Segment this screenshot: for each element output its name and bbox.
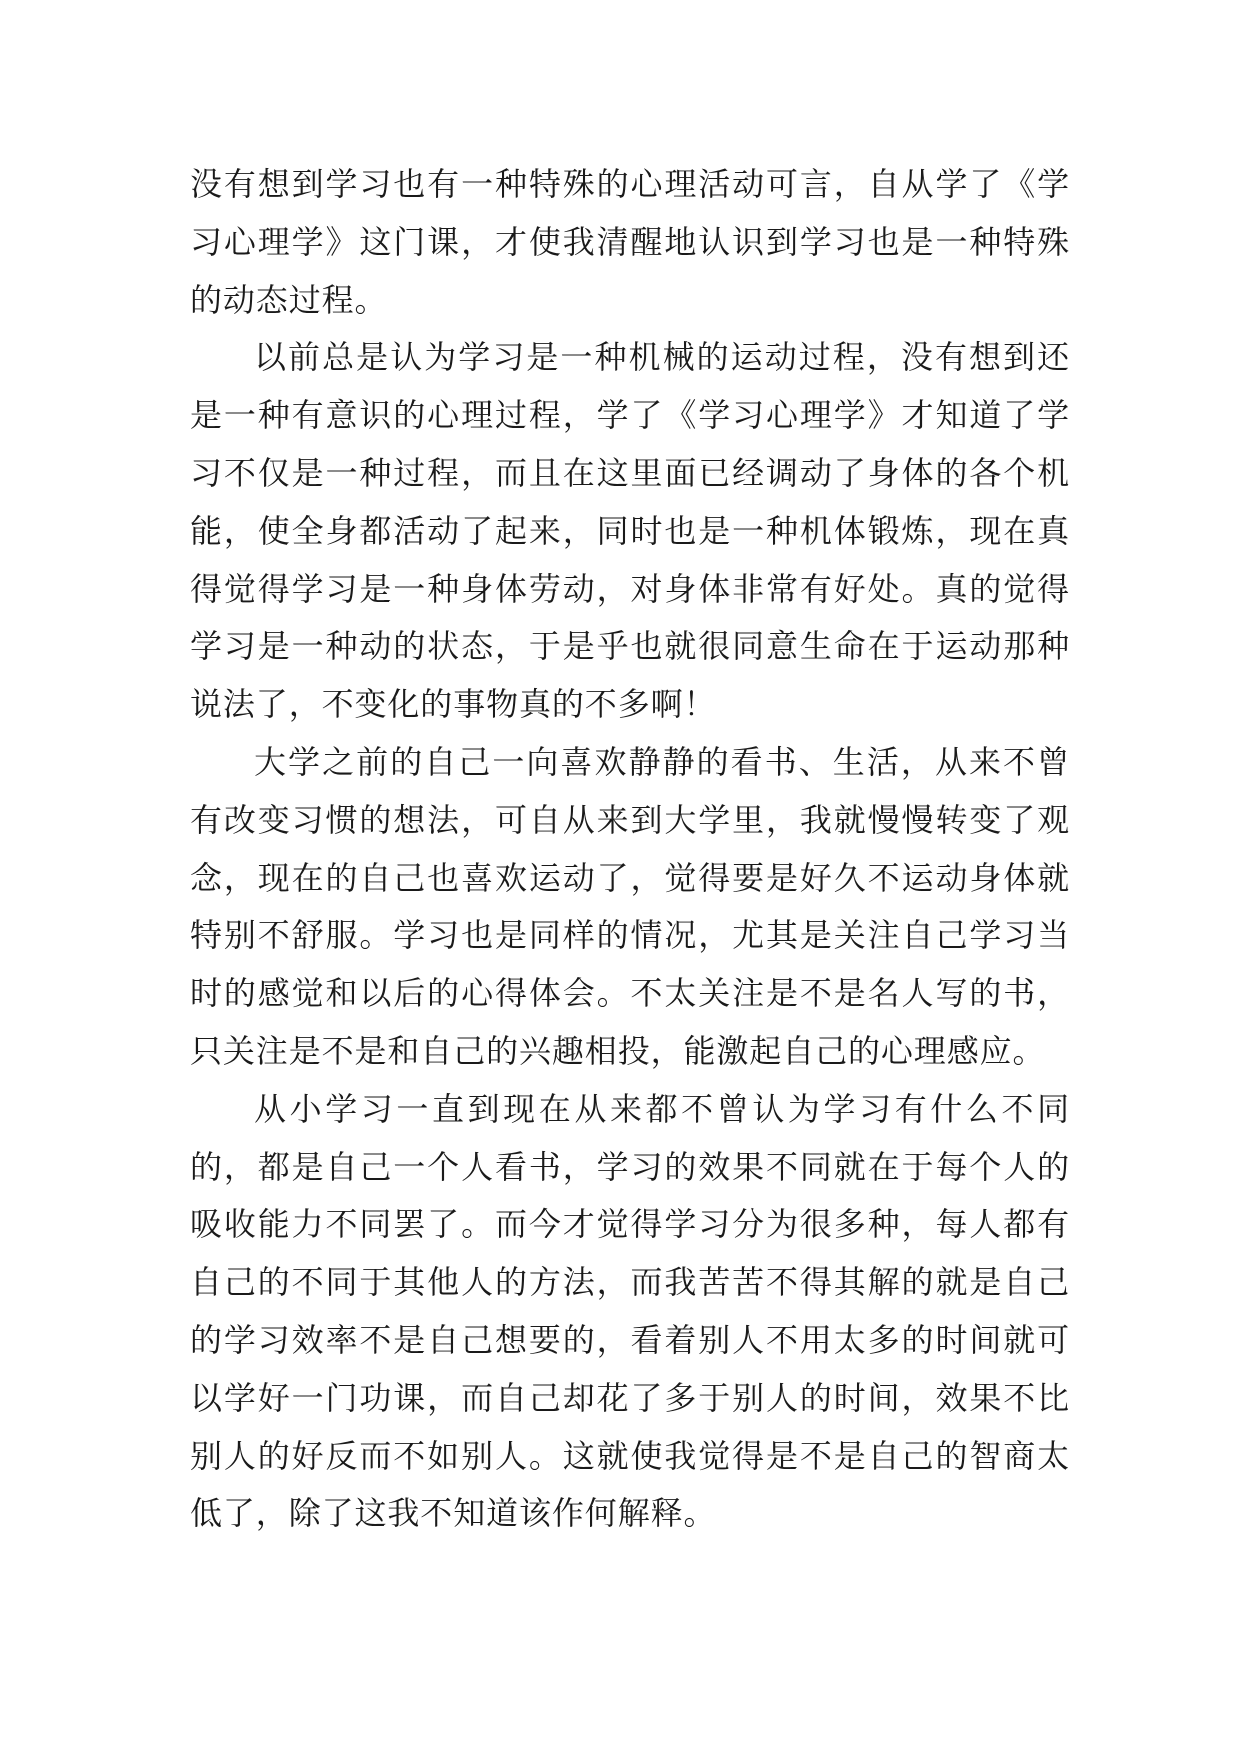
paragraph-2: 以前总是认为学习是一种机械的运动过程，没有想到还是一种有意识的心理过程，学了《学习心理学》才知道了学习不仅是一种过程，而且在这里面已经调动了身体的各个机能，使全身都活动了起来，同时也是一种机体锻炼，现在真得觉得学习是一种身体劳动，对身体非常有好处。真的觉得学习是一种动的状态，于是乎也就很同意生命在于运动那种说法了，不变化的事物真的不多啊！: [190, 338, 1070, 724]
paragraph-1: 没有想到学习也有一种特殊的心理活动可言，自从学了《学习心理学》这门课，才使我清醒地认识到学习也是一种特殊的动态过程。: [190, 165, 1070, 319]
paragraph-4: 从小学习一直到现在从来都不曾认为学习有什么不同的，都是自己一个人看书，学习的效果不同就在于每个人的吸收能力不同罢了。而今才觉得学习分为很多种，每人都有自己的不同于其他人的方法，而我苦苦不得其解的就是自己的学习效率不是自己想要的，看着别人不用太多的时间就可以学好一门功课，而自己却花了多于别人的时间，效果不比别人的好反而不如别人。这就使我觉得是不是自己的智商太低了，除了这我不知道该作何解释。: [190, 1089, 1070, 1533]
paragraph-3: 大学之前的自己一向喜欢静静的看书、生活，从来不曾有改变习惯的想法，可自从来到大学里，我就慢慢转变了观念，现在的自己也喜欢运动了，觉得要是好久不运动身体就特别不舒服。学习也是同样的情况，尤其是关注自己学习当时的感觉和以后的心得体会。不太关注是不是名人写的书，只关注是不是和自己的兴趣相投，能激起自己的心理感应。: [190, 742, 1070, 1070]
document-body: [190, 156, 1070, 1543]
